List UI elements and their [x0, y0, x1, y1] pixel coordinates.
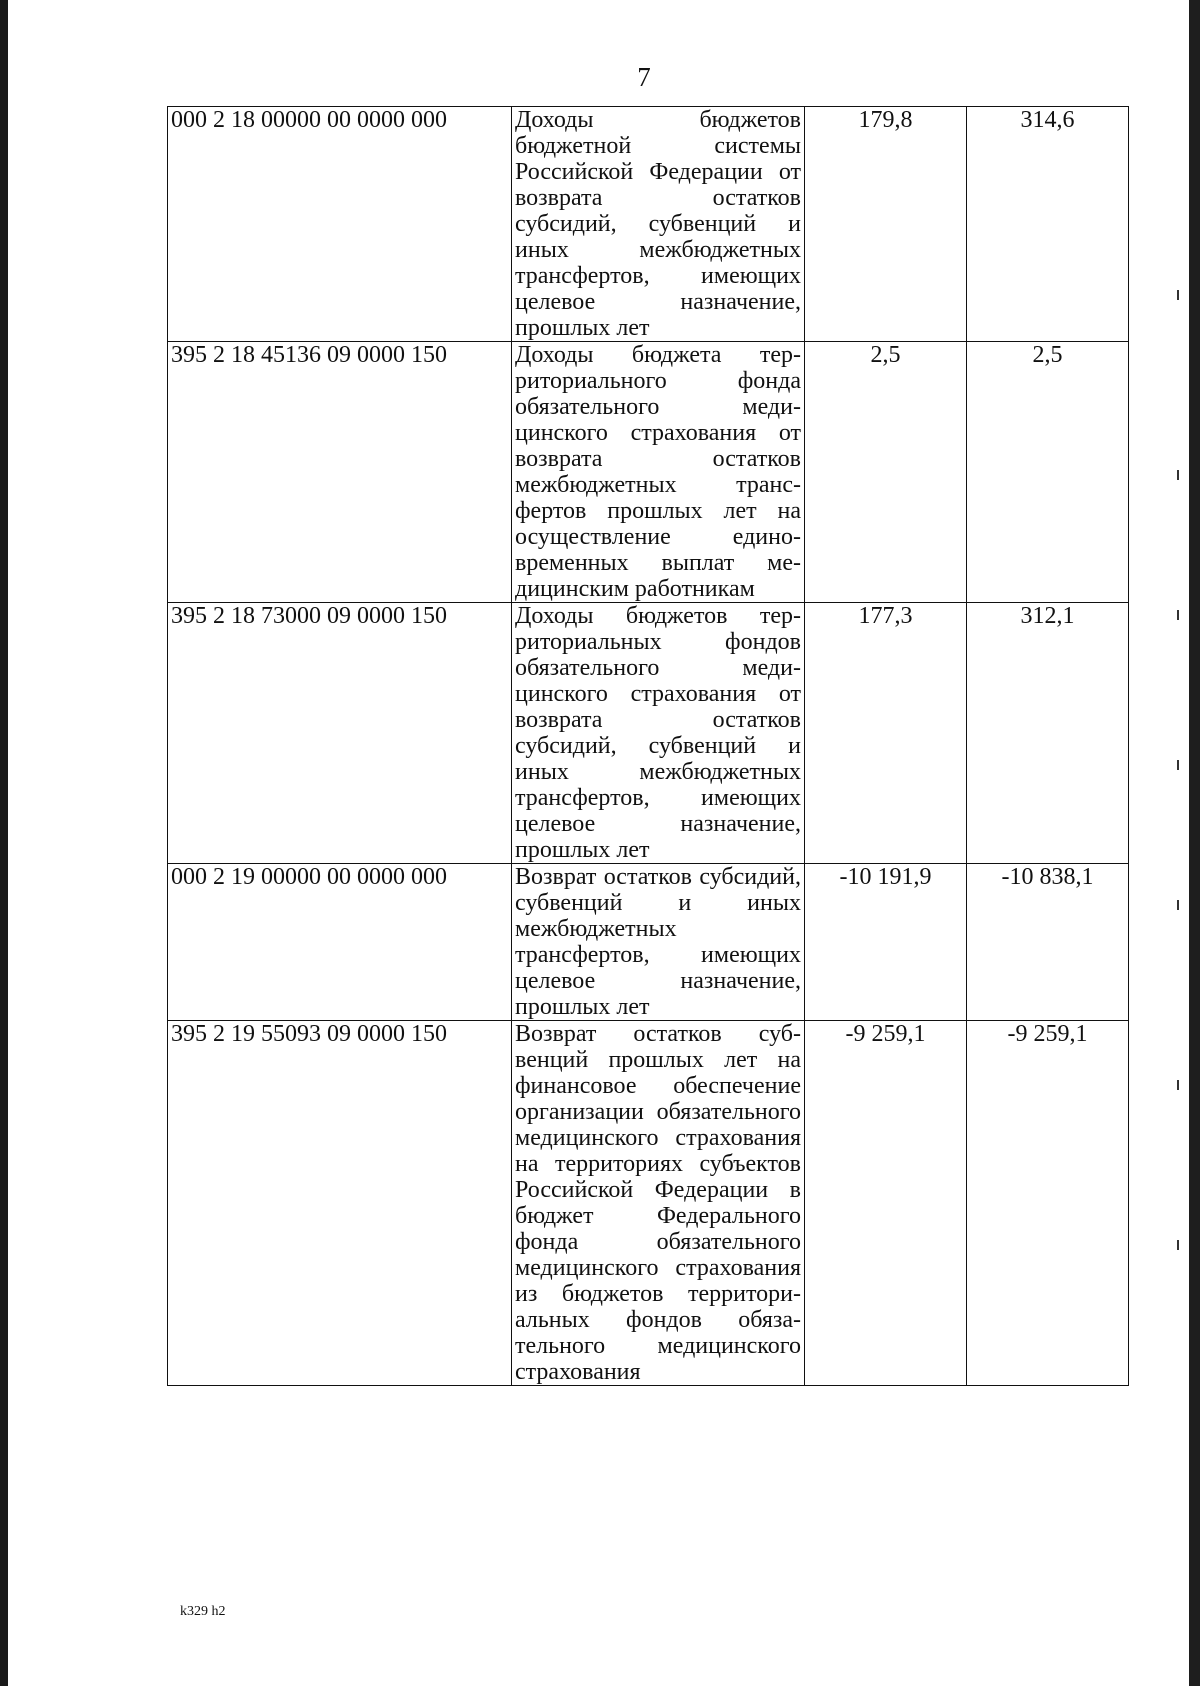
- table-row: [168, 342, 1129, 603]
- page-number: 7: [637, 62, 651, 92]
- description-cell: Доходы бюджетов бюджетной системы Российской Федерации от возврата остатков субсидий, субвенций и иных межбюджетных трансфертов, имеющих целевое назначение, прошлых лет: [512, 107, 805, 342]
- value-2-cell: 2,5: [967, 342, 1129, 603]
- value-1-cell: -10 191,9: [805, 864, 967, 1021]
- scan-dash-mark: [1177, 1080, 1179, 1090]
- description-cell: Возврат остатков субсидий, субвенций и иных межбюджетных трансфертов, имеющих целевое назначение, прошлых лет: [512, 864, 805, 1021]
- budget-code-cell: 000 2 18 00000 00 0000 000: [168, 107, 512, 342]
- value-2-cell: -10 838,1: [967, 864, 1129, 1021]
- footer-document-code: k329 h2: [180, 1604, 226, 1619]
- description-cell: Возврат остатков субвенций прошлых лет на финансовое обеспечение организации обязательного медицинского страхования на территориях субъектов Российской Федерации в бюджет Федерального фонда обязательного медицинского страхования из бюджетов территориальных фондов обязательного медицинского страхования: [512, 1021, 805, 1386]
- value-2-cell: 312,1: [967, 603, 1129, 864]
- table-row: [168, 603, 1129, 864]
- budget-code-cell: 000 2 19 00000 00 0000 000: [168, 864, 512, 1021]
- scan-dash-mark: [1177, 290, 1179, 300]
- scan-dash-mark: [1177, 900, 1179, 910]
- budget-code-cell: 395 2 18 73000 09 0000 150: [168, 603, 512, 864]
- value-1-cell: -9 259,1: [805, 1021, 967, 1386]
- value-2-cell: 314,6: [967, 107, 1129, 342]
- scan-edge-right: [1189, 0, 1200, 1686]
- scan-dash-mark: [1177, 760, 1179, 770]
- table-row: [168, 864, 1129, 1021]
- scan-dash-mark: [1177, 610, 1179, 620]
- scan-dash-mark: [1177, 1240, 1179, 1250]
- scan-edge-left: [0, 0, 8, 1686]
- description-cell: Доходы бюджета территориального фонда обязательного медицинского страхования от возврата остатков межбюджетных трансфертов прошлых лет на осуществление единовременных выплат медицинским работникам: [512, 342, 805, 603]
- budget-code-cell: 395 2 18 45136 09 0000 150: [168, 342, 512, 603]
- budget-code-cell: 395 2 19 55093 09 0000 150: [168, 1021, 512, 1386]
- description-cell: Доходы бюджетов территориальных фондов обязательного медицинского страхования от возврата остатков субсидий, субвенций и иных межбюджетных трансфертов, имеющих целевое назначение, прошлых лет: [512, 603, 805, 864]
- scan-dash-mark: [1177, 470, 1179, 480]
- table-row: [168, 1021, 1129, 1386]
- table-row: [168, 107, 1129, 342]
- value-2-cell: -9 259,1: [967, 1021, 1129, 1386]
- value-1-cell: 2,5: [805, 342, 967, 603]
- value-1-cell: 179,8: [805, 107, 967, 342]
- budget-income-table: [167, 106, 1129, 1386]
- value-1-cell: 177,3: [805, 603, 967, 864]
